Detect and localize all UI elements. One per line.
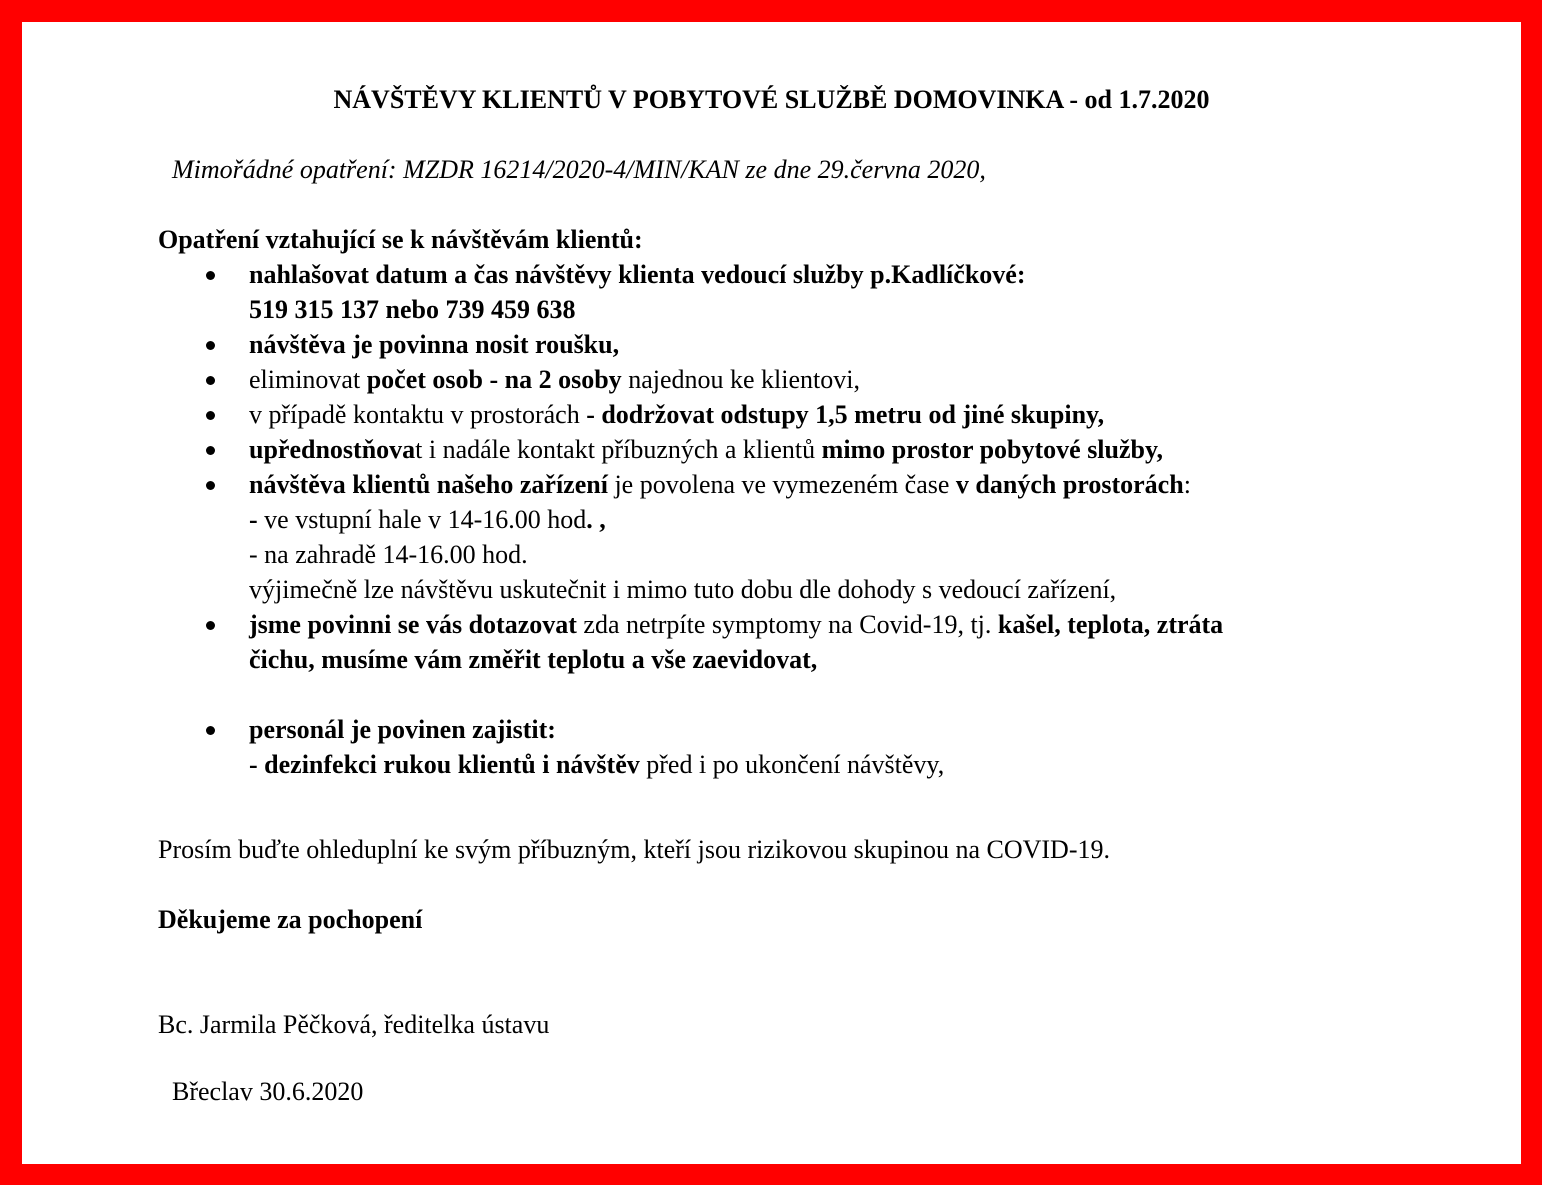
- item-text-bold: počet osob - na 2 osoby: [366, 365, 622, 394]
- bullet-icon: [206, 271, 215, 280]
- list-item: [158, 432, 1478, 467]
- item-text: :: [1183, 470, 1191, 499]
- bullet-icon: [206, 376, 215, 385]
- item-text: najednou ke klientovi,: [621, 365, 860, 394]
- item-text-bold: kašel, teplota, ztráta: [997, 610, 1224, 639]
- item-text: je povolena ve vymezeném čase: [607, 470, 956, 499]
- measures-heading: Opatření vztahující se k návštěvám klientů:: [158, 225, 643, 254]
- sub-item-garden: - na zahradě 14-16.00 hod.: [249, 540, 528, 569]
- item-text: zda netrpíte symptomy na Covid-19, tj.: [576, 610, 998, 639]
- sub-item-hall: ve vstupní hale v 14-16.00 hod: [257, 505, 587, 534]
- item-text-bold: jsme povinni se vás dotazovat: [249, 610, 577, 639]
- measures-list: [158, 257, 1478, 782]
- item-text-bold: personál je povinen zajistit:: [249, 715, 556, 744]
- bullet-icon: [206, 411, 215, 420]
- item-text: návštěva je povinna nosit roušku,: [249, 330, 620, 359]
- bullet-icon: [206, 726, 215, 735]
- thanks-text: Děkujeme za pochopení: [158, 905, 423, 934]
- bullet-icon: [206, 446, 215, 455]
- list-item: [158, 397, 1478, 432]
- item-text-bold: mimo prostor pobytové služby,: [821, 435, 1164, 464]
- sub-item-text: před i po ukončení návštěvy,: [639, 750, 945, 779]
- document-title: NÁVŠTĚVY KLIENTŮ V POBYTOVÉ SLUŽBĚ DOMOVINKA - od 1.7.2020: [333, 85, 1210, 114]
- item-text: eliminovat: [249, 365, 367, 394]
- item-text: nahlašovat datum a čas návštěvy klienta vedoucí služby p.Kadlíčkové:: [249, 260, 1026, 289]
- phone-numbers: 519 315 137 nebo 739 459 638: [249, 295, 576, 324]
- item-text-bold: - dodržovat odstupy 1,5 metru od jiné skupiny,: [586, 400, 1105, 429]
- list-item: [158, 712, 1478, 782]
- list-item: [158, 327, 1478, 362]
- bullet-icon: [206, 621, 215, 630]
- closing-note: Prosím buďte ohleduplní ke svým příbuzným, kteří jsou rizikovou skupinou na COVID-19.: [158, 835, 1110, 864]
- sub-dash: -: [249, 505, 258, 534]
- sub-item-exception: výjimečně lze návštěvu uskutečnit i mimo tuto dobu dle dohody s vedoucí zařízení,: [249, 575, 1117, 604]
- sub-item-disinfection: - dezinfekci rukou klientů i návštěv: [249, 750, 640, 779]
- list-item: [158, 607, 1478, 677]
- bullet-icon: [206, 481, 215, 490]
- item-text: t i nadále kontakt příbuzných a klientů: [415, 435, 822, 464]
- list-item: [158, 362, 1478, 397]
- document: [22, 22, 1521, 1164]
- item-text-bold: návštěva klientů našeho zařízení: [249, 470, 608, 499]
- signature: Bc. Jarmila Pěčková, ředitelka ústavu: [158, 1010, 550, 1039]
- item-text: v případě kontaktu v prostorách: [249, 400, 587, 429]
- red-border-frame: [22, 22, 1521, 1164]
- document-subtitle: Mimořádné opatření: MZDR 16214/2020-4/MIN/KAN ze dne 29.června 2020,: [172, 155, 986, 184]
- bullet-icon: [206, 341, 215, 350]
- list-item: [158, 257, 1478, 327]
- item-text-bold: čichu, musíme vám změřit teplotu a vše zaevidovat,: [249, 645, 818, 674]
- item-text-bold: upřednostňova: [249, 435, 416, 464]
- item-text-bold: v daných prostorách: [955, 470, 1184, 499]
- sub-item-end: . ,: [586, 505, 606, 534]
- list-item: [158, 467, 1478, 607]
- place-date: Břeclav 30.6.2020: [172, 1077, 364, 1106]
